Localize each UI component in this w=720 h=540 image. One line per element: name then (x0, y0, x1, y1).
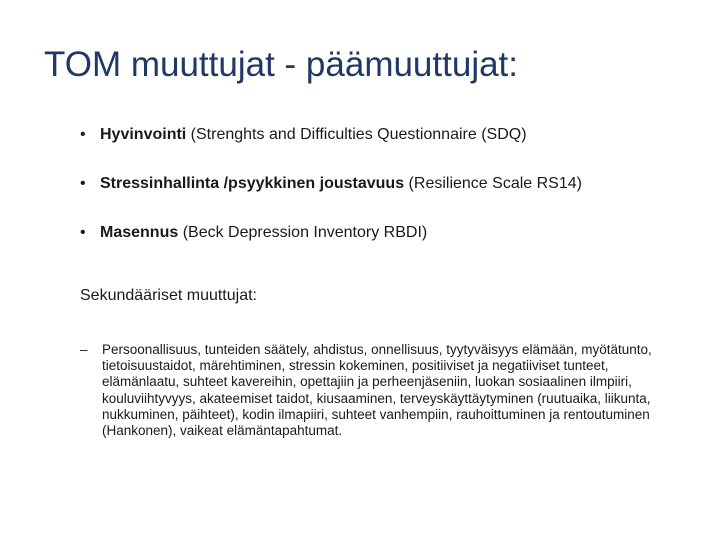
dash-marker: – (80, 342, 88, 357)
bullet-detail: (Strenghts and Difficulties Questionnaire (SDQ) (186, 126, 527, 143)
bullet-item (80, 222, 700, 244)
secondary-variables-item (80, 342, 680, 439)
bullet-item (80, 173, 700, 195)
bullet-marker: • (80, 126, 86, 143)
secondary-variables-heading: Sekundääriset muuttujat: (80, 287, 257, 304)
primary-variables-list (80, 124, 700, 271)
secondary-variables-text: Persoonallisuus, tunteiden säätely, ahdistus, onnellisuus, tyytyväisyys elämään, myötätunto, tietoisuustaidot, märehtiminen, stressin kokeminen, positiiviset ja negatiiviset tunteet, elämänlaatu, suhteet kavereihin, opettajiin ja perheenjäseniin, luokan sosiaalinen ilmpiiri, kouluviihtyvyys, akateemiset taidot, kiusaaminen, terveyskäyttäytyminen (ruutuaika, liikunta, nukkuminen, päihteet), kodin ilmapiiri, suhteet vanhempiin, rauhoittuminen ja rentoutuminen (Hankonen), vaikeat elämäntapahtumat. (102, 342, 652, 439)
bullet-detail: (Beck Depression Inventory RBDI) (178, 224, 428, 241)
bullet-item (80, 124, 700, 146)
bullet-bold-term: Stressinhallinta /psyykkinen joustavuus (100, 175, 405, 192)
bullet-marker: • (80, 224, 86, 241)
bullet-bold-term: Masennus (100, 224, 179, 241)
bullet-bold-term: Hyvinvointi (100, 126, 187, 143)
bullet-marker: • (80, 175, 86, 192)
slide-title: TOM muuttujat - päämuuttujat: (44, 45, 519, 84)
bullet-detail: (Resilience Scale RS14) (404, 175, 582, 192)
